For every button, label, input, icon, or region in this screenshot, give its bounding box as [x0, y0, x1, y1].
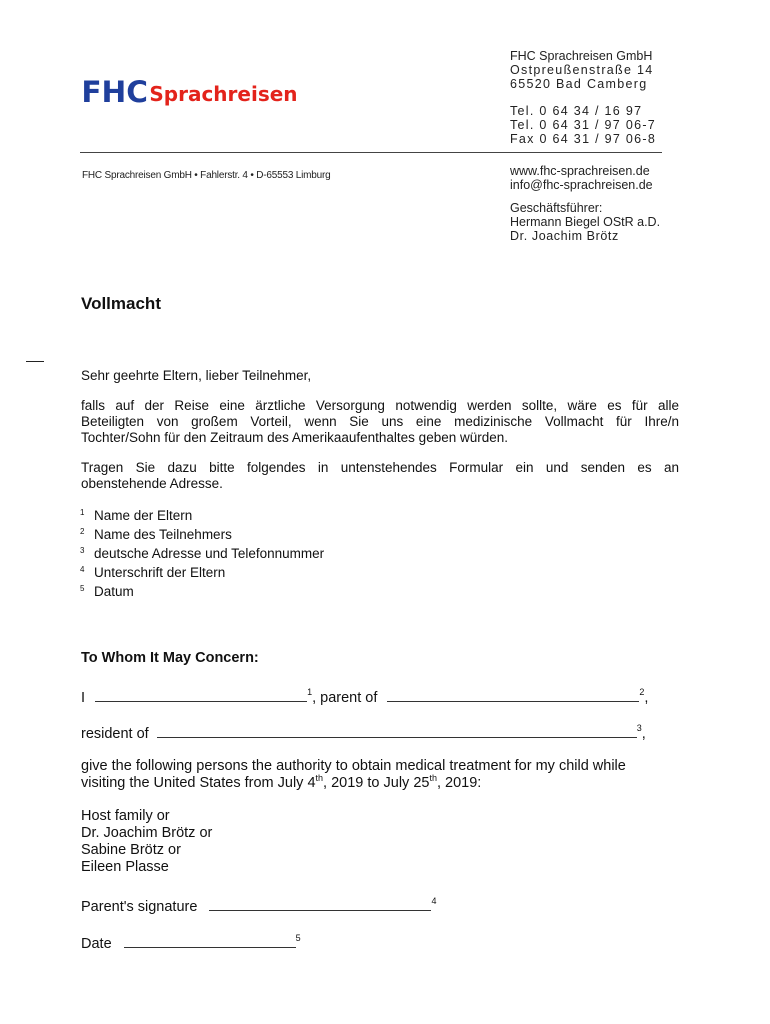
footnote-number: 4 — [80, 565, 85, 574]
address-field[interactable] — [157, 723, 637, 738]
english-heading: To Whom It May Concern: — [81, 650, 259, 666]
management-name-1: Hermann Biegel OStR a.D. — [510, 215, 661, 229]
instructions-line-1: Tragen Sie dazu bitte folgendes in untenstehendes Formular ein und senden es an — [81, 460, 679, 475]
authority-text-b: , 2019 to July 25 — [323, 775, 430, 791]
logo-fhc-text: FHC — [81, 74, 149, 109]
list-item: Eileen Plasse — [81, 859, 169, 875]
date-field[interactable] — [124, 933, 296, 948]
ordinal-suffix: th — [315, 773, 324, 783]
company-city: 65520 Bad Camberg — [510, 77, 648, 91]
resident-of-label: resident of — [81, 726, 149, 742]
participant-name-field[interactable] — [387, 687, 639, 702]
i-label: I — [81, 690, 86, 706]
company-email: info@fhc-sprachreisen.de — [510, 178, 653, 192]
authority-text-c: , 2019: — [436, 775, 482, 791]
authority-paragraph — [81, 758, 679, 793]
list-item-label: deutsche Adresse und Telefonnummer — [94, 546, 325, 561]
intro-paragraph — [81, 398, 679, 446]
list-item: Dr. Joachim Brötz or — [81, 825, 213, 841]
list-item-label: Unterschrift der Eltern — [94, 565, 226, 580]
parent-name-field[interactable] — [95, 687, 307, 702]
footnote-ref-2: 2 — [639, 687, 645, 697]
company-street: Ostpreußenstraße 14 — [510, 63, 654, 77]
company-name: FHC Sprachreisen GmbH — [510, 49, 653, 63]
authority-line-1: give the following persons the authority to obtain medical treatment for my child while — [81, 758, 626, 774]
greeting: Sehr geehrte Eltern, lieber Teilnehmer, — [81, 368, 312, 383]
footnote-number: 3 — [80, 546, 85, 555]
letterhead-divider — [80, 152, 662, 153]
company-website: www.fhc-sprachreisen.de — [510, 164, 650, 178]
list-item-label: Name des Teilnehmers — [94, 527, 232, 542]
comma: , — [641, 726, 646, 742]
footnote-number: 5 — [80, 584, 85, 593]
management-name-2: Dr. Joachim Brötz — [510, 229, 619, 243]
comma: , — [644, 690, 649, 706]
instructions-line-2: obenstehende Adresse. — [81, 476, 223, 491]
authority-text-a: visiting the United States from July 4 — [81, 775, 316, 791]
footnote-ref-5: 5 — [295, 933, 301, 943]
sender-line: FHC Sprachreisen GmbH • Fahlerstr. 4 • D-65553 Limburg — [82, 170, 331, 181]
footnote-ref-3: 3 — [636, 723, 642, 733]
signature-row — [81, 896, 436, 915]
company-fax: Fax 0 64 31 / 97 06-8 — [510, 132, 657, 146]
instructions-paragraph — [81, 460, 679, 492]
signature-label: Parent's signature — [81, 899, 198, 915]
company-phone-block — [510, 104, 656, 146]
company-address-block — [510, 49, 654, 91]
ordinal-suffix: th — [429, 773, 437, 783]
document-title: Vollmacht — [81, 294, 161, 313]
intro-line-2: Beteiligten von großem Vorteil, wenn Sie uns eine medizinische Vollmacht für Ihre/n — [81, 414, 679, 429]
company-logo — [82, 76, 298, 108]
fold-mark — [26, 361, 44, 362]
logo-brand-text: Sprachreisen — [149, 82, 298, 106]
authorized-persons-list — [81, 808, 212, 876]
list-item: Sabine Brötz or — [81, 842, 181, 858]
authority-line-2 — [81, 775, 679, 793]
date-row — [81, 933, 301, 952]
signature-field[interactable] — [209, 896, 431, 911]
residence-row — [81, 723, 646, 742]
parent-of-label: , parent of — [312, 690, 378, 706]
footnote-ref-1: 1 — [307, 687, 313, 697]
company-tel-1: Tel. 0 64 34 / 16 97 — [510, 104, 643, 118]
list-item-label: Datum — [94, 584, 134, 599]
intro-line-1: falls auf der Reise eine ärztliche Versorgung notwendig werden sollte, wäre es für alle — [81, 398, 679, 413]
list-item: Host family or — [81, 808, 170, 824]
footnote-ref-4: 4 — [431, 896, 437, 906]
intro-line-3: Tochter/Sohn für den Zeitraum des Amerikaaufenthaltes geben würden. — [81, 430, 509, 445]
date-label: Date — [81, 936, 112, 952]
footnote-number: 2 — [80, 527, 85, 536]
management-block — [510, 201, 660, 243]
list-item-label: Name der Eltern — [94, 508, 193, 523]
parent-name-row — [81, 687, 648, 706]
footnote-number: 1 — [80, 508, 85, 517]
management-label: Geschäftsführer: — [510, 201, 603, 215]
company-tel-2: Tel. 0 64 31 / 97 06-7 — [510, 118, 657, 132]
company-contact-block — [510, 164, 653, 192]
